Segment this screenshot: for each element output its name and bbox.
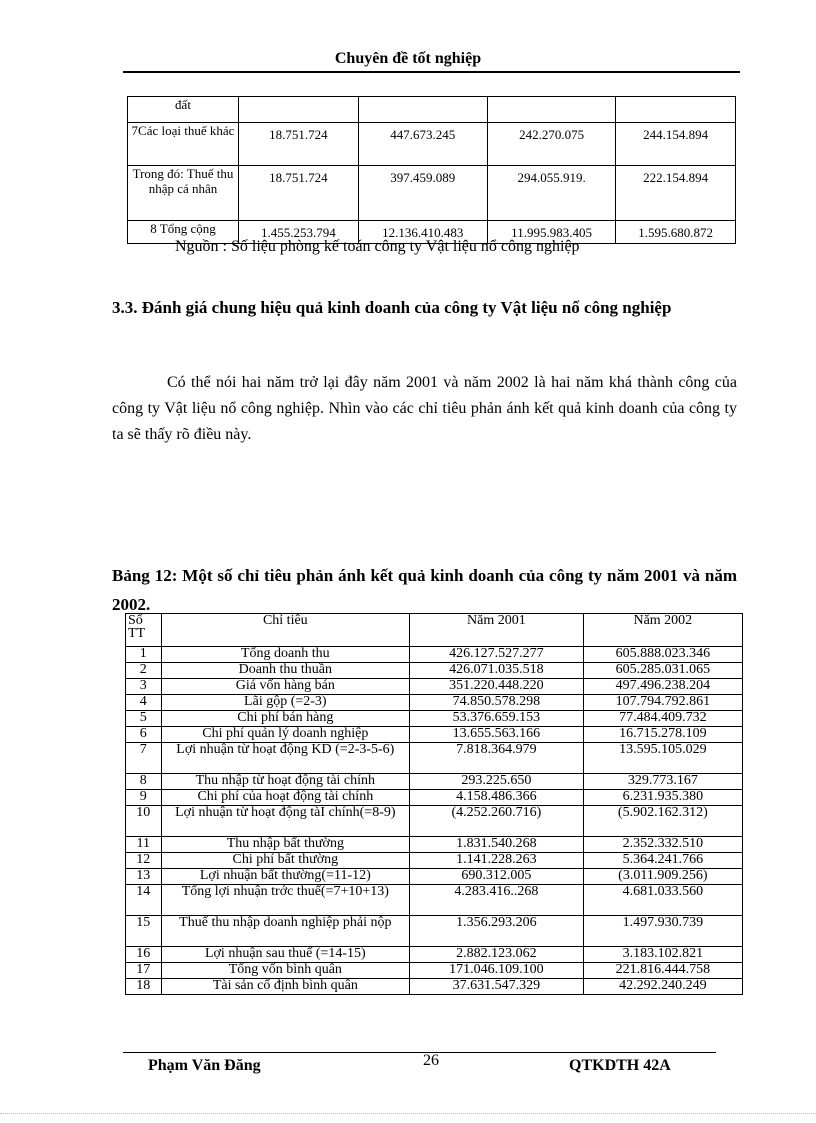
cell-year-2002: 77.484.409.732 [583,711,742,727]
cell-stt: 8 [126,774,162,790]
page-header-title: Chuyên đề tốt nghiệp [334,50,482,67]
table-row [126,711,743,727]
table-caption: Bảng 12: Một số chỉ tiêu phản ánh kết quả kinh doanh của công ty năm 2001 và năm 2002. [112,566,737,614]
cell-year-2001: 1.356.293.206 [410,916,584,947]
table-row [126,979,743,995]
cell-stt: 13 [126,869,162,885]
cell-year-2002: 16.715.278.109 [583,727,742,743]
cell-year-2001: 293.225.650 [410,774,584,790]
cell-year-2002: 5.364.241.766 [583,853,742,869]
table-row [126,743,743,774]
table-row [128,166,736,221]
cell-value [239,97,359,123]
cell-value: 222.154.894 [616,166,736,221]
cell-value: 11.995.983.405 [487,221,615,244]
table-row [126,869,743,885]
business-results-table [125,613,743,995]
cell-stt: 17 [126,963,162,979]
cell-year-2002: 605.888.023.346 [583,647,742,663]
cell-stt: 2 [126,663,162,679]
cell-name: Lợi nhuận bất thường(=11-12) [161,869,410,885]
table-row [126,963,743,979]
page-bottom-divider [0,1113,816,1114]
cell-stt: 18 [126,979,162,995]
header-year-2002: Năm 2002 [583,614,742,647]
row-label: 7Các loại thuế khác [128,123,239,166]
cell-value: 1.595.680.872 [616,221,736,244]
cell-name: Thuế thu nhập doanh nghiệp phải nộp [161,916,410,947]
footer-rule [123,1052,716,1053]
cell-year-2002: 1.497.930.739 [583,916,742,947]
cell-year-2002: 107.794.792.861 [583,695,742,711]
cell-year-2001: 171.046.109.100 [410,963,584,979]
table-row [126,727,743,743]
cell-value [487,97,615,123]
page-number: 26 [423,1052,439,1069]
table-row [128,97,736,123]
body-paragraph: Có thể nói hai năm trở lại đây năm 2001 và năm 2002 là hai năm khá thành công của công ty Vật liệu nổ công nghiệp. Nhìn vào các chỉ tiêu phản ánh kết quả kinh doanh của công ty ta sẽ thấy rõ điều này. [112,374,737,443]
cell-name: Lợi nhuận sau thuế (=14-15) [161,947,410,963]
header-year-2001: Năm 2001 [410,614,584,647]
cell-year-2001: 426.127.527.277 [410,647,584,663]
cell-value: 18.751.724 [239,123,359,166]
cell-stt: 11 [126,837,162,853]
cell-value: 447.673.245 [358,123,487,166]
cell-value: 397.459.089 [358,166,487,221]
table-row [126,916,743,947]
cell-name: Chi phí quản lý doanh nghiệp [161,727,410,743]
cell-name: Thu nhập từ hoạt động tài chính [161,774,410,790]
cell-year-2001: 53.376.659.153 [410,711,584,727]
cell-year-2002: 497.496.238.204 [583,679,742,695]
cell-value: 294.055.919. [487,166,615,221]
cell-name: Chi phí bất thường [161,853,410,869]
cell-year-2002: 605.285.031.065 [583,663,742,679]
cell-name: Tổng doanh thu [161,647,410,663]
cell-year-2002: 3.183.102.821 [583,947,742,963]
cell-stt: 14 [126,885,162,916]
table-row [126,885,743,916]
row-label: Trong đó: Thuế thu nhập cá nhân [128,166,239,221]
header-stt: Số TT [126,614,162,647]
cell-value [616,97,736,123]
cell-year-2001: 426.071.035.518 [410,663,584,679]
cell-name: Chi phí của hoạt động tài chính [161,790,410,806]
header-name: Chỉ tiêu [161,614,410,647]
cell-name: Tổng lợi nhuận trớc thuế(=7+10+13) [161,885,410,916]
cell-stt: 12 [126,853,162,869]
cell-year-2002: 13.595.105.029 [583,743,742,774]
table-row [126,837,743,853]
header-rule [123,71,740,73]
cell-year-2001: (4.252.260.716) [410,806,584,837]
cell-stt: 4 [126,695,162,711]
cell-year-2001: 37.631.547.329 [410,979,584,995]
cell-stt: 9 [126,790,162,806]
cell-stt: 3 [126,679,162,695]
cell-year-2002: 42.292.240.249 [583,979,742,995]
cell-year-2002: (5.902.162.312) [583,806,742,837]
table-row [126,806,743,837]
cell-year-2001: 351.220.448.220 [410,679,584,695]
footer-class-code: QTKDTH 42A [569,1057,671,1074]
table-header-row [126,614,743,647]
cell-year-2001: 74.850.578.298 [410,695,584,711]
cell-stt: 1 [126,647,162,663]
table-row [126,679,743,695]
row-label: 8 Tổng cộng [128,221,239,244]
table-row [126,853,743,869]
row-label: đất [128,97,239,123]
cell-name: Doanh thu thuần [161,663,410,679]
cell-name: Thu nhập bất thường [161,837,410,853]
cell-value: 18.751.724 [239,166,359,221]
source-note: Nguồn : Số liệu phòng kế toán công ty Vật liệu nổ công nghiệp [175,238,580,255]
cell-year-2001: 7.818.364.979 [410,743,584,774]
cell-stt: 16 [126,947,162,963]
cell-name: Lợi nhuận từ hoạt động tàI chính(=8-9) [161,806,410,837]
table-row [126,774,743,790]
section-heading: 3.3. Đánh giá chung hiệu quả kinh doanh của công ty Vật liệu nổ công nghiệp [112,298,672,317]
cell-year-2002: 6.231.935.380 [583,790,742,806]
cell-name: Chi phí bán hàng [161,711,410,727]
cell-year-2001: 4.158.486.366 [410,790,584,806]
cell-value: 12.136.410.483 [358,221,487,244]
cell-name: Giá vốn hàng bán [161,679,410,695]
cell-year-2001: 2.882.123.062 [410,947,584,963]
cell-name: Lãi gộp (=2-3) [161,695,410,711]
cell-stt: 5 [126,711,162,727]
cell-year-2002: 329.773.167 [583,774,742,790]
cell-value: 1.455.253.794 [239,221,359,244]
cell-stt: 6 [126,727,162,743]
cell-year-2002: 221.816.444.758 [583,963,742,979]
cell-year-2001: 690.312.005 [410,869,584,885]
table-row [126,647,743,663]
cell-stt: 10 [126,806,162,837]
table-body [126,647,743,995]
cell-name: Tổng vốn bình quân [161,963,410,979]
cell-year-2001: 1.831.540.268 [410,837,584,853]
tax-summary-table [127,96,736,244]
table-row [128,123,736,166]
table-row [126,663,743,679]
cell-year-2001: 4.283.416..268 [410,885,584,916]
cell-name: Tài sản cố định bình quân [161,979,410,995]
cell-year-2001: 13.655.563.166 [410,727,584,743]
cell-stt: 15 [126,916,162,947]
cell-year-2002: (3.011.909.256) [583,869,742,885]
cell-stt: 7 [126,743,162,774]
footer-author: Phạm Văn Đăng [148,1057,261,1074]
table-row [126,695,743,711]
cell-value [358,97,487,123]
cell-value: 244.154.894 [616,123,736,166]
cell-value: 242.270.075 [487,123,615,166]
cell-year-2002: 2.352.332.510 [583,837,742,853]
table-row [126,947,743,963]
cell-year-2001: 1.141.228.263 [410,853,584,869]
cell-year-2002: 4.681.033.560 [583,885,742,916]
table-row [126,790,743,806]
cell-name: Lợi nhuận từ hoạt động KD (=2-3-5-6) [161,743,410,774]
